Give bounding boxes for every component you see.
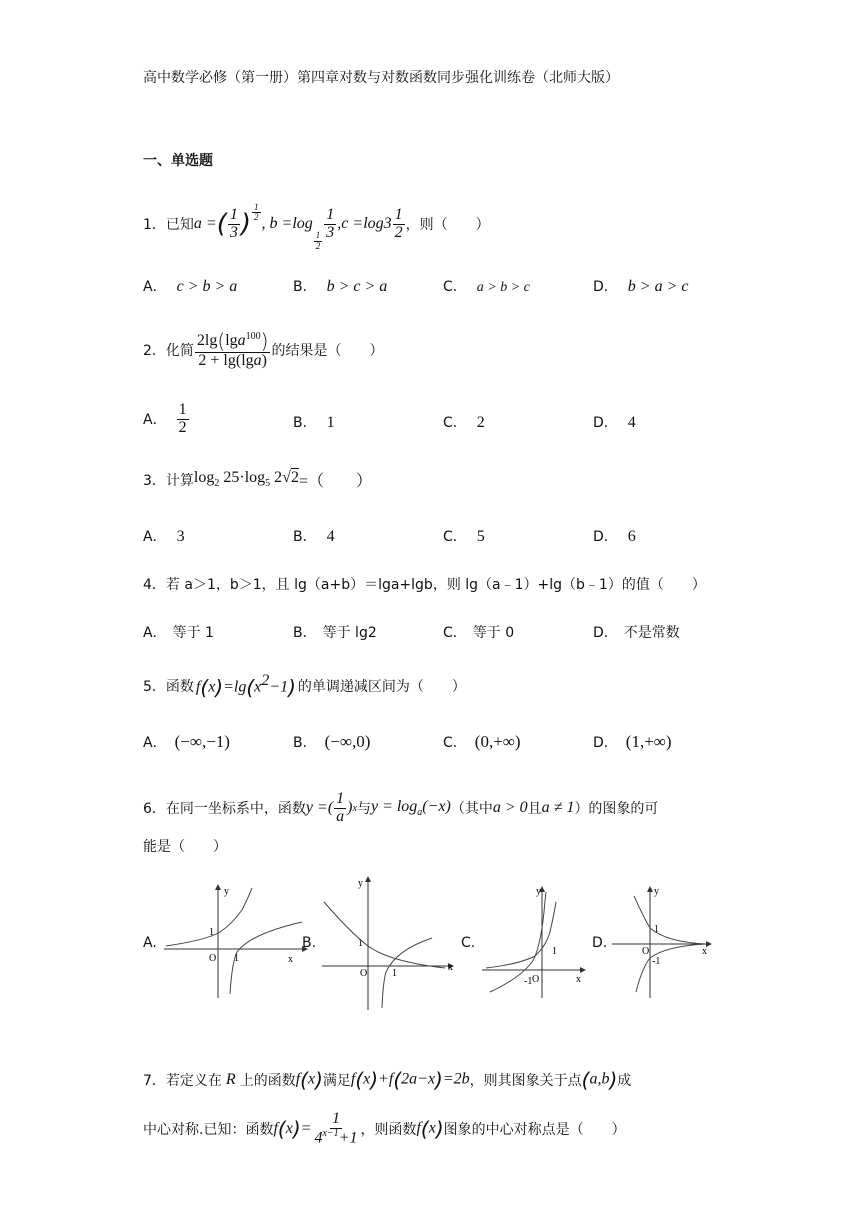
- option-label: C．: [443, 279, 467, 295]
- document-title: 高中数学必修（第一册）第四章对数与对数函数同步强化训练卷（北师大版）: [143, 70, 619, 86]
- q6-option-a-label[interactable]: A.: [143, 935, 157, 951]
- question-7-line2: [143, 1104, 626, 1154]
- formula: f ( x ) = $\frac{1}{4^{x-1}+1}$: [273, 1110, 358, 1147]
- svg-text:O: O: [209, 953, 217, 964]
- question-text: ，则（ ）: [405, 217, 490, 233]
- option-text: 5: [476, 528, 485, 545]
- svg-text:x: x: [448, 962, 453, 973]
- svg-text:1: 1: [209, 927, 214, 938]
- question-4: [143, 574, 706, 594]
- option-label: B．: [293, 529, 317, 545]
- option-label: D．: [593, 625, 618, 641]
- q4-option-a[interactable]: [143, 622, 214, 642]
- question-text: ）的图象的可: [574, 801, 659, 817]
- q5-option-a[interactable]: [143, 732, 230, 752]
- q6-option-d-label[interactable]: D.: [592, 935, 608, 951]
- svg-text:x: x: [702, 946, 707, 957]
- formula: (a,b): [581, 1068, 618, 1092]
- question-text: 若定义在: [165, 1073, 222, 1089]
- option-label: D．: [593, 415, 618, 431]
- formula: f(x): [295, 1068, 323, 1092]
- option-text: 等于 0: [472, 625, 515, 641]
- option-text: b > c > a: [326, 278, 388, 295]
- option-label: D．: [593, 279, 618, 295]
- question-text: 计算: [165, 472, 194, 489]
- q3-option-b[interactable]: [293, 526, 335, 546]
- q3-option-c[interactable]: [443, 526, 485, 546]
- q5-option-c[interactable]: [443, 732, 521, 752]
- option-label: D．: [593, 529, 618, 545]
- q2-option-d[interactable]: [593, 412, 636, 432]
- question-text: 在同一坐标系中，函数: [165, 801, 306, 817]
- question-6-line2: 能是（ ）: [143, 839, 227, 855]
- formula: $f(x)=\lg(x^2-1)$: [195, 672, 296, 700]
- svg-text:y: y: [358, 878, 363, 889]
- question-text: 函数: [165, 678, 194, 695]
- svg-text:y: y: [536, 886, 541, 897]
- option-label: B．: [293, 415, 317, 431]
- q1-option-a[interactable]: [143, 276, 237, 296]
- option-label: D．: [593, 735, 618, 751]
- q1-option-b[interactable]: [293, 276, 387, 296]
- svg-text:1: 1: [234, 953, 239, 964]
- question-text: 的单调递减区间为（ ）: [297, 678, 466, 695]
- option-text: 不是常数: [623, 625, 680, 641]
- option-text: 2: [476, 414, 485, 431]
- svg-text:1: 1: [392, 968, 397, 979]
- option-label: B．: [293, 625, 317, 641]
- option-label: A．: [143, 735, 167, 751]
- set-symbol: R: [225, 1071, 236, 1088]
- option-label: A．: [143, 412, 167, 429]
- question-text: 的结果是（ ）: [271, 343, 384, 359]
- question-number: 6．: [143, 801, 166, 817]
- graph-option-a[interactable]: [162, 882, 312, 1000]
- q3-option-d[interactable]: [593, 526, 636, 546]
- formula: $\log_2 25\cdot\log_5$ 2√2: [193, 469, 299, 490]
- option-text: 1: [326, 414, 335, 431]
- graph-option-c[interactable]: [480, 882, 592, 1000]
- question-text: 成: [617, 1073, 632, 1089]
- formula: $\frac{2\lg(\lg a^{100})}{2 + \lg(\lg a)}$: [196, 328, 269, 369]
- question-text: 满足: [322, 1073, 351, 1089]
- svg-text:1: 1: [654, 924, 659, 935]
- question-number: 7．: [143, 1073, 166, 1089]
- svg-text:x: x: [288, 954, 293, 965]
- q1-option-c[interactable]: [443, 276, 530, 296]
- option-label: C．: [443, 529, 467, 545]
- q2-option-a[interactable]: [143, 402, 190, 437]
- svg-text:-1: -1: [652, 956, 661, 967]
- q1-option-d[interactable]: [593, 276, 688, 296]
- question-number: 2．: [143, 343, 166, 359]
- question-3: [143, 468, 372, 491]
- svg-text:-1: -1: [524, 976, 533, 987]
- question-text: ，则其图象关于点: [469, 1073, 582, 1089]
- question-text: 中心对称.已知：函数: [143, 1122, 274, 1138]
- q6-option-b-label[interactable]: B.: [302, 935, 317, 951]
- option-text: b > a > c: [627, 278, 689, 295]
- option-text: (1,+∞): [625, 732, 672, 751]
- svg-text:O: O: [532, 974, 540, 985]
- formula: f(x): [416, 1117, 444, 1141]
- option-label: C．: [443, 415, 467, 431]
- svg-text:1: 1: [552, 946, 557, 957]
- question-text: 若 a＞1，b＞1，且 lg（a+b）＝lga+lgb，则 lg（a﹣1）+lg（b﹣1）的值（ ）: [165, 577, 706, 593]
- svg-text:O: O: [642, 946, 650, 957]
- q3-option-a[interactable]: [143, 526, 185, 546]
- graph-option-b[interactable]: [320, 872, 460, 1012]
- svg-text:x: x: [576, 974, 581, 985]
- option-text: $\frac{1}{2}$: [178, 401, 187, 436]
- svg-text:O: O: [360, 968, 368, 979]
- question-text: 图象的中心对称点是（ ）: [443, 1122, 626, 1138]
- q2-option-b[interactable]: [293, 412, 335, 432]
- question-2: [143, 322, 383, 378]
- question-text: 与: [356, 801, 371, 817]
- q4-option-d[interactable]: [593, 622, 680, 642]
- option-label: A．: [143, 279, 167, 295]
- question-5: [143, 672, 466, 700]
- svg-text:y: y: [654, 886, 659, 897]
- option-text: (−∞,0): [324, 732, 371, 751]
- option-text: a > b > c: [476, 280, 530, 295]
- formula: $y = \log_a(-x)$: [370, 797, 451, 819]
- option-text: (0,+∞): [474, 732, 521, 751]
- option-label: C．: [443, 735, 467, 751]
- option-label: A．: [143, 625, 167, 641]
- formula: y = ( $\frac{1}{a}$ ) x: [305, 789, 357, 825]
- formula: f(x)+f(2a−x)=2b: [350, 1068, 470, 1092]
- option-text: 等于 1: [172, 625, 214, 641]
- svg-text:y: y: [224, 886, 229, 897]
- question-number: 1．: [143, 217, 166, 233]
- section-title: 一、单选题: [143, 153, 213, 169]
- q6-option-c-label[interactable]: C.: [461, 935, 476, 951]
- option-text: (−∞,−1): [174, 732, 230, 751]
- formula: a > 0: [492, 799, 528, 816]
- question-text: 化简: [165, 343, 194, 359]
- question-text: 上的函数: [239, 1073, 296, 1089]
- option-text: 4: [326, 528, 335, 545]
- question-6: 6． 在同一坐标系中，函数 y = ( $\frac{1}{a}$ ) x 与 $y = \log_a(-x)$ （其中 a > 0 且 a ≠ 1 ）的图象的可: [143, 789, 659, 825]
- question-number: 4．: [143, 577, 166, 593]
- question-7: [143, 1068, 631, 1092]
- formula: a ≠ 1: [541, 799, 575, 816]
- question-number: 3．: [143, 472, 166, 489]
- q5-option-d[interactable]: [593, 732, 672, 752]
- option-label: B．: [293, 279, 317, 295]
- question-text: =（ ）: [298, 473, 372, 490]
- option-text: 等于 lg2: [322, 625, 377, 641]
- q2-option-c[interactable]: [443, 412, 485, 432]
- question-text: 已知: [165, 217, 194, 233]
- q4-option-c[interactable]: [443, 622, 514, 642]
- svg-text:1: 1: [358, 938, 363, 949]
- question-text: （其中: [450, 801, 493, 817]
- option-label: C．: [443, 625, 467, 641]
- formula: a = ( $\frac{1}{3}$ ) $\frac{1}{2}$ , b = log $\frac{1}{2}$ $\frac{1}{3}$ , c = log 3 $\frac{1}{2}$: [193, 201, 403, 251]
- option-text: 3: [176, 528, 185, 545]
- question-text: ，则函数: [360, 1122, 417, 1138]
- graph-option-d[interactable]: [610, 882, 718, 1000]
- question-1: [143, 194, 490, 254]
- option-text: 6: [627, 528, 636, 545]
- question-number: 5．: [143, 678, 166, 695]
- q4-option-b[interactable]: [293, 622, 377, 642]
- option-text: c > b > a: [176, 278, 238, 295]
- option-text: 4: [627, 414, 636, 431]
- option-label: A．: [143, 529, 167, 545]
- q5-option-b[interactable]: [293, 732, 370, 752]
- option-label: B．: [293, 735, 317, 751]
